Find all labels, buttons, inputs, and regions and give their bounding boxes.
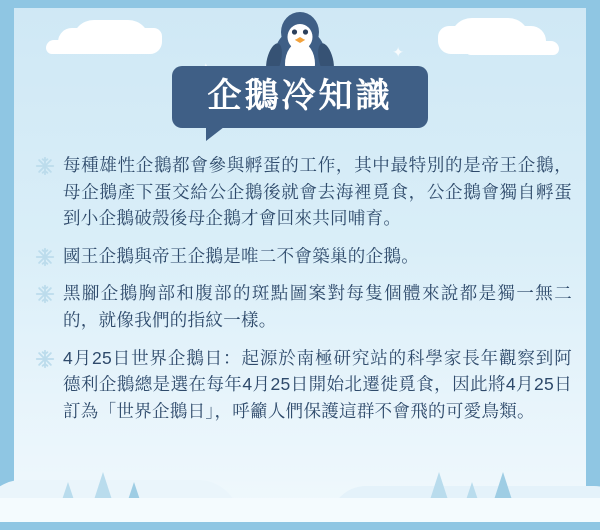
list-item [34, 345, 572, 425]
title-banner [172, 66, 428, 128]
list-item [34, 152, 572, 232]
fact-text: 國王企鵝與帝王企鵝是唯二不會築巢的企鵝。 [63, 245, 419, 266]
fact-text: 黑腳企鵝胸部和腹部的斑點圖案對每隻個體來說都是獨一無二的，就像我們的指紋一樣。 [63, 283, 572, 330]
fact-text: 4月25日世界企鵝日：起源於南極研究站的科學家長年觀察到阿德利企鵝總是選在每年4月25日開始北遷徙覓食，因此將4月25日訂為「世界企鵝日」，呼籲人們保護這群不會飛的可愛鳥類。 [63, 347, 572, 421]
bottom-scenery [0, 456, 600, 530]
fact-text: 每種雄性企鵝都會參與孵蛋的工作，其中最特別的是帝王企鵝，母企鵝產下蛋交給公企鵝後就會去海裡覓食，公企鵝會獨自孵蛋到小企鵝破殼後母企鵝才會回來共同哺育。 [63, 155, 572, 229]
poster-frame-right [586, 0, 600, 530]
snowflake-icon [34, 246, 56, 268]
snowflake-icon [34, 283, 56, 305]
title-banner-wrapper [172, 66, 428, 128]
poster-frame-left [0, 0, 14, 530]
list-item [34, 243, 572, 270]
snow-drift-left-decoration [58, 28, 162, 54]
page-title: 企鵝冷知識 [207, 77, 393, 115]
list-item [34, 280, 572, 333]
snow-ground-decoration [0, 498, 600, 522]
snowflake-icon [34, 155, 56, 177]
snowflake-icon: ✦ [392, 44, 404, 60]
facts-list [34, 152, 572, 435]
snowflake-icon [34, 348, 56, 370]
snow-drift-right-decoration [438, 26, 546, 54]
